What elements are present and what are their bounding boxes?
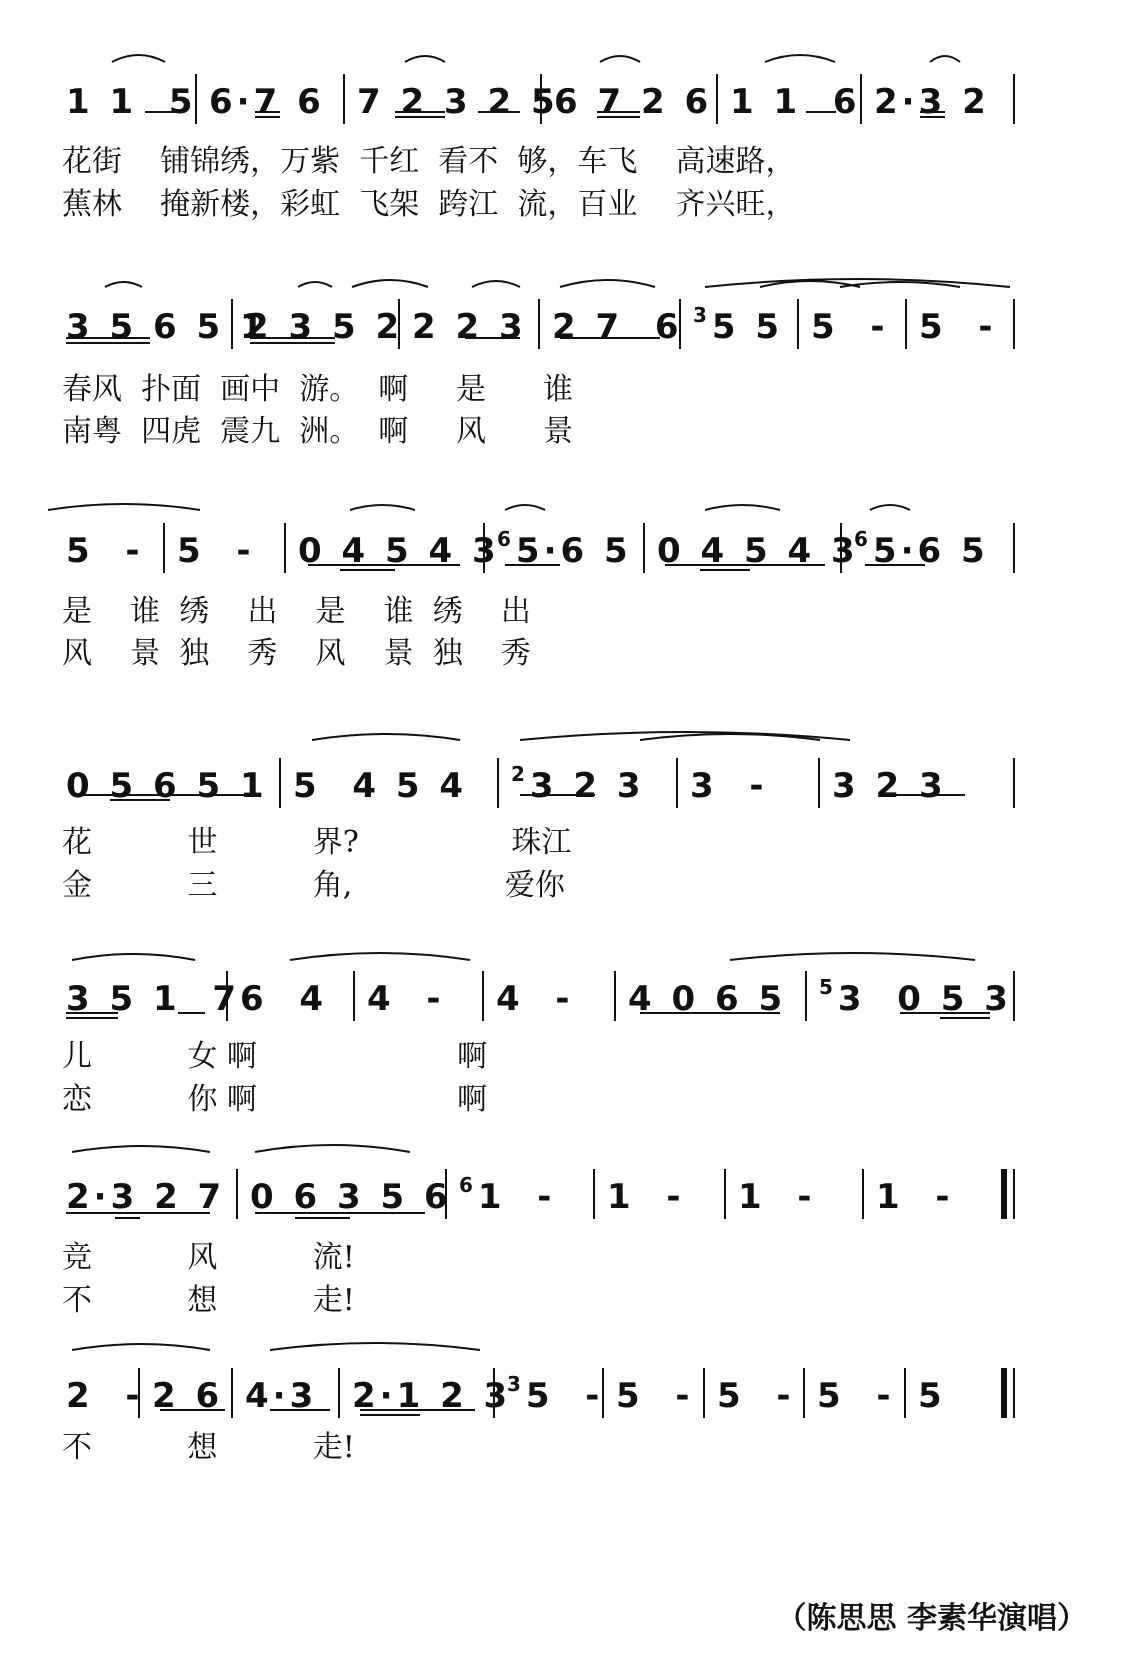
score-system (0, 293, 1147, 353)
measure (66, 1177, 225, 1217)
measure-notes: 5 - (66, 531, 144, 571)
lyrics-line: 不 想 走! (62, 1430, 355, 1465)
measure (66, 979, 240, 1019)
measure (367, 979, 444, 1019)
measure-notes: 5 5 (711, 307, 784, 347)
barline (163, 523, 165, 573)
measure (298, 531, 500, 571)
measure-notes: 3 2 3 (529, 766, 645, 806)
grace-note: 6 (459, 1173, 477, 1197)
measure-notes: 1 - (738, 1177, 816, 1217)
barline (905, 299, 907, 349)
slur (840, 282, 960, 287)
measure-notes: 0 4 5 4 3 (657, 531, 859, 571)
measure (66, 82, 196, 122)
score-system (0, 965, 1147, 1025)
measure (730, 82, 860, 122)
slur (352, 280, 428, 287)
lyrics-line: 竞 风 流! (62, 1240, 355, 1275)
measure (412, 307, 527, 347)
measure-notes: 0 5 6 5 1 (66, 766, 268, 806)
barline (805, 971, 807, 1021)
slur (72, 1344, 210, 1350)
slur (730, 953, 975, 960)
barline (482, 971, 484, 1021)
measure (497, 527, 632, 571)
measure (657, 531, 859, 571)
measure (511, 762, 645, 806)
measure (240, 979, 327, 1019)
barline (353, 971, 355, 1021)
measure (496, 979, 573, 1019)
measure-notes: 1 1 5 (66, 82, 197, 122)
measure (66, 531, 143, 571)
measure (250, 1177, 452, 1217)
measure-notes: 4 0 6 5 (628, 979, 787, 1019)
barline (538, 299, 540, 349)
measure (811, 307, 888, 347)
slur (560, 280, 655, 287)
barline (904, 1368, 906, 1418)
lyrics-line: 南粤 四虎 震九 洲。 啊 风 景 (62, 414, 574, 449)
slur (705, 505, 780, 510)
measure-notes: 3 5 1 7 (66, 979, 240, 1019)
slur (760, 281, 860, 287)
measure-notes: 6 7 2 6 (554, 82, 713, 122)
barline (231, 1368, 233, 1418)
measure (919, 307, 996, 347)
measure-notes: 5·6 5 (515, 531, 632, 571)
measure-notes: 3 - (690, 766, 768, 806)
measure (66, 1376, 143, 1416)
score-system (0, 68, 1147, 128)
measure-notes: 0 4 5 4 3 (298, 531, 500, 571)
measure (357, 82, 559, 122)
slur (472, 281, 520, 287)
slur (640, 734, 820, 740)
measure-notes: 5 - (616, 1376, 694, 1416)
measure (819, 975, 1012, 1019)
lyrics-line: 花 世 界? 珠江 (62, 825, 572, 860)
measure-notes: 5 - (811, 307, 889, 347)
measure-notes: 2 6 (152, 1376, 224, 1416)
slur (505, 505, 545, 510)
lyrics-line: 花街 铺锦绣，万紫 千红 看不 够，车飞 高速路， (62, 144, 796, 179)
lyrics-line: 风 景 独 秀 风 景 独 秀 (62, 636, 531, 671)
measure-notes: 3 2 3 (832, 766, 947, 806)
lyrics-line: 儿 女 啊 啊 (62, 1039, 488, 1074)
measure (693, 303, 784, 347)
barline (1013, 1169, 1015, 1219)
measure-notes: 2·3 2 (874, 82, 990, 122)
grace-note: 3 (693, 303, 711, 327)
slur (72, 1146, 210, 1152)
slur (600, 56, 640, 62)
measure (245, 1376, 317, 1416)
measure-notes: 5 - (717, 1376, 795, 1416)
score-system (0, 1163, 1147, 1223)
grace-note: 3 (507, 1372, 525, 1396)
measure-notes: 2·1 2 3 (352, 1376, 512, 1416)
slur (270, 1343, 480, 1350)
measure-notes: 5 - (817, 1376, 895, 1416)
measure (738, 1177, 815, 1217)
measure-notes: 5 4 5 4 (293, 766, 467, 806)
measure-notes: 0 6 3 5 6 (250, 1177, 452, 1217)
measure-notes: 2 - (66, 1376, 144, 1416)
lyrics-line: 蕉林 掩新楼，彩虹 飞架 跨江 流，百业 齐兴旺， (62, 187, 796, 222)
measure (352, 1376, 511, 1416)
measure (459, 1173, 556, 1217)
slur (870, 505, 910, 510)
measure-notes: 3 5 6 5 1 (66, 307, 268, 347)
measure (293, 766, 467, 806)
grace-note: 6 (854, 527, 872, 551)
measure-notes: 6·7 6 (209, 82, 325, 122)
barline (236, 1169, 238, 1219)
measure-notes: 5 - (919, 307, 997, 347)
measure-notes: 5·6 5 (872, 531, 989, 571)
barline (1013, 758, 1015, 808)
measure-notes: 5 - (177, 531, 255, 571)
measure (628, 979, 786, 1019)
measure-notes: 1 - (876, 1177, 954, 1217)
lyrics-line: 不 想 走! (62, 1283, 355, 1318)
measure (552, 307, 682, 347)
measure (66, 766, 268, 806)
measure (177, 531, 254, 571)
measure-notes: 4·3 (245, 1376, 318, 1416)
measure-notes: 1 1 6 (730, 82, 861, 122)
barline (1013, 74, 1015, 124)
slur (405, 56, 445, 62)
measure-notes: 1 - (477, 1177, 556, 1217)
final-barline (1001, 1169, 1007, 1219)
barline (724, 1169, 726, 1219)
measure (876, 1177, 953, 1217)
slur (765, 55, 835, 62)
barline (797, 299, 799, 349)
measure-notes: 2 2 3 (412, 307, 527, 347)
grace-note: 2 (511, 762, 529, 786)
barline (593, 1169, 595, 1219)
barline (279, 758, 281, 808)
measure (152, 1376, 223, 1416)
barline (862, 1169, 864, 1219)
measure (690, 766, 767, 806)
measure-notes: 6 4 (240, 979, 327, 1019)
measure (66, 307, 268, 347)
score-system (0, 517, 1147, 577)
measure (245, 307, 403, 347)
measure (607, 1177, 684, 1217)
grace-note: 6 (497, 527, 515, 551)
barline (1013, 523, 1015, 573)
measure-notes: 5 - (525, 1376, 604, 1416)
barline (284, 523, 286, 573)
measure-notes: 2 3 5 2 (245, 307, 404, 347)
slur (520, 732, 850, 740)
measure-notes: 4 - (367, 979, 445, 1019)
measure-notes: 7 2 3 2 5 (357, 82, 559, 122)
barline (1013, 299, 1015, 349)
slur (105, 282, 142, 287)
measure (209, 82, 325, 122)
slur (298, 282, 332, 287)
lyrics-line: 是 谁 绣 出 是 谁 绣 出 (62, 594, 531, 629)
measure (717, 1376, 794, 1416)
slur (312, 734, 460, 740)
score-system (0, 1362, 1147, 1422)
barline (338, 1368, 340, 1418)
lyrics-line: 金 三 角, 爱你 (62, 868, 565, 903)
measure-notes: 5 (918, 1376, 946, 1416)
barline (343, 74, 345, 124)
slur (112, 55, 165, 62)
measure-notes: 4 - (496, 979, 574, 1019)
barline (1013, 971, 1015, 1021)
slur (48, 504, 200, 510)
measure (554, 82, 712, 122)
measure-notes: 2·3 2 7 (66, 1177, 226, 1217)
barline (1013, 1368, 1015, 1418)
measure (507, 1372, 604, 1416)
measure-notes: 2 7 6 (552, 307, 683, 347)
barline (803, 1368, 805, 1418)
score-system (0, 752, 1147, 812)
barline (497, 758, 499, 808)
measure (854, 527, 989, 571)
measure (616, 1376, 693, 1416)
barline (716, 74, 718, 124)
final-barline (1001, 1368, 1007, 1418)
barline (703, 1368, 705, 1418)
slur (290, 953, 470, 960)
barline (614, 971, 616, 1021)
grace-note: 5 (819, 975, 837, 999)
barline (643, 523, 645, 573)
measure (874, 82, 990, 122)
lyrics-line: 春风 扑面 画中 游。 啊 是 谁 (62, 372, 574, 407)
slur (72, 954, 195, 960)
slur (255, 1145, 410, 1152)
slur (350, 505, 415, 510)
barline (818, 758, 820, 808)
performer-credit: （陈思思 李素华演唱） (776, 1601, 1087, 1636)
measure (817, 1376, 894, 1416)
slur (930, 56, 960, 62)
measure-notes: 1 - (607, 1177, 685, 1217)
barline (676, 758, 678, 808)
measure-notes: 3 0 5 3 (837, 979, 1012, 1019)
slur (705, 279, 1010, 287)
measure (832, 766, 947, 806)
lyrics-line: 恋 你 啊 啊 (62, 1082, 488, 1117)
measure (918, 1376, 946, 1416)
